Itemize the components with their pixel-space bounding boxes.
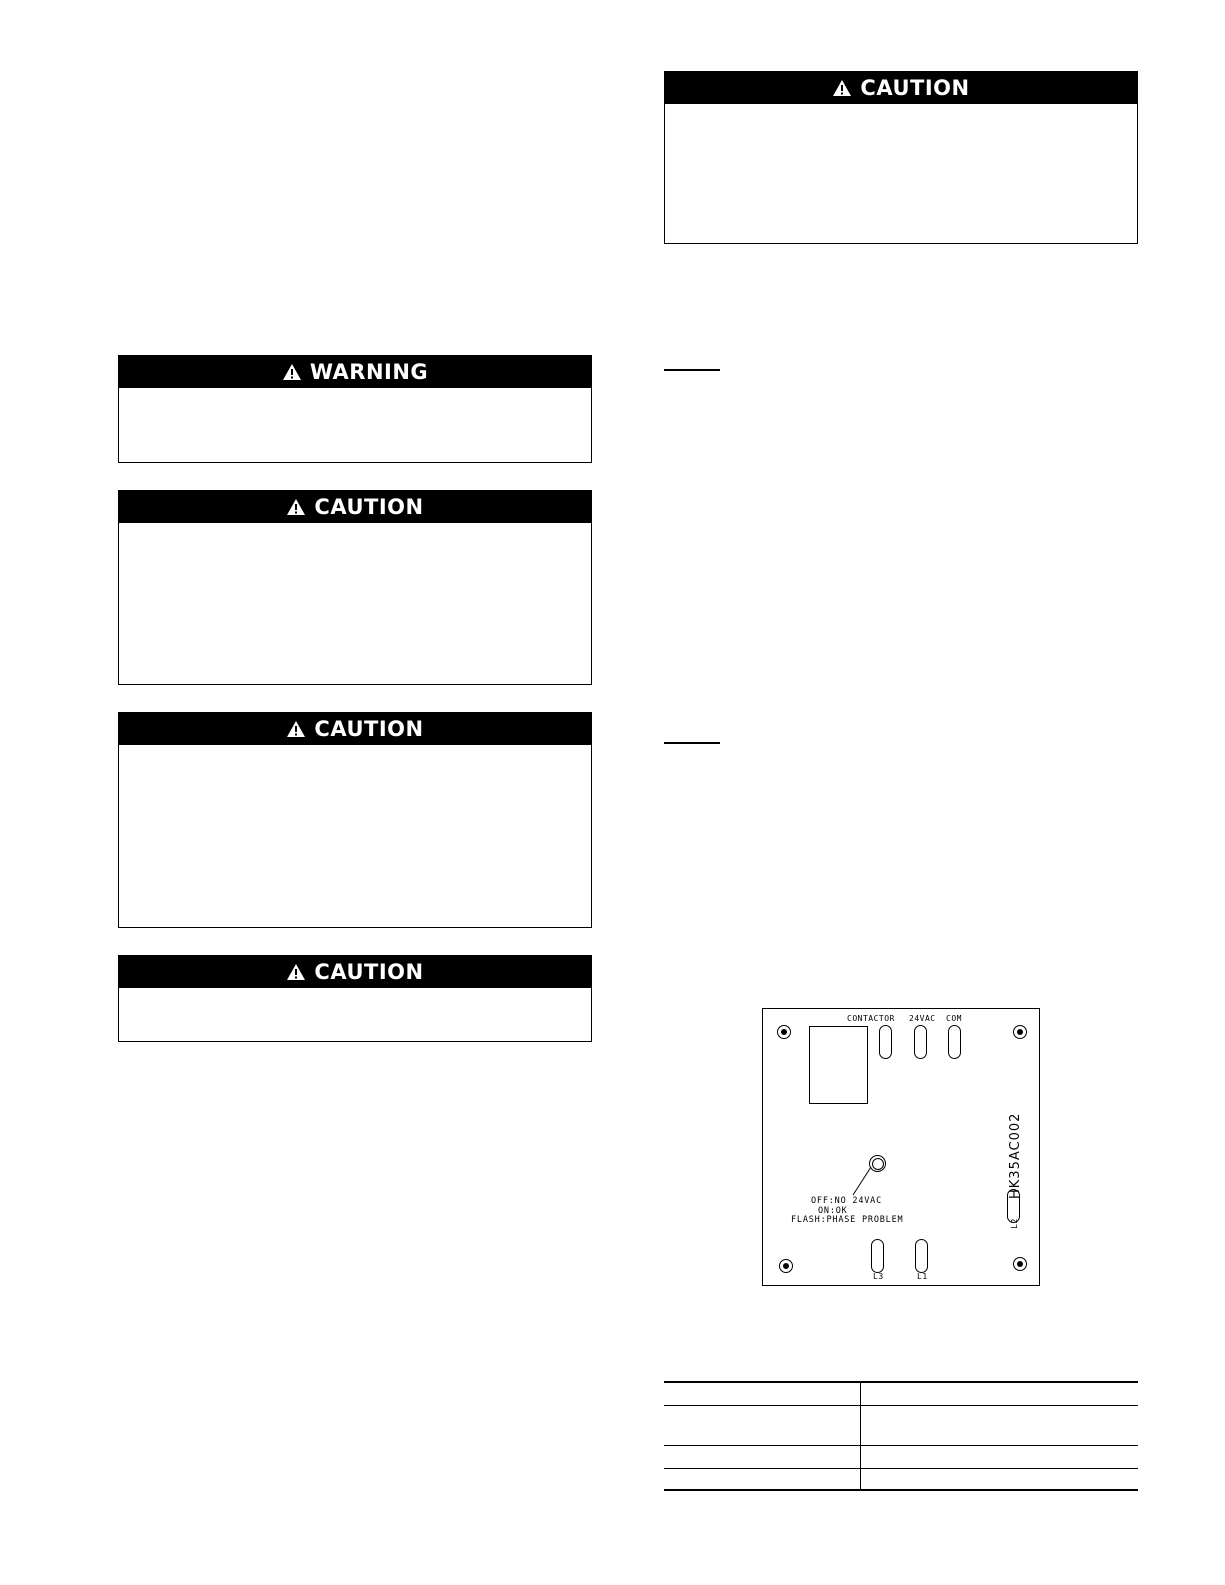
legend-line: OFF:NO 24VAC [811, 1196, 883, 1206]
terminal-label-l1: L1 [917, 1272, 928, 1281]
warning-triangle-icon [286, 720, 306, 738]
caution-label: CAUTION [314, 495, 424, 519]
terminal-contactor [879, 1025, 892, 1059]
led-legend [791, 1197, 903, 1226]
terminal-label-com: COM [946, 1014, 962, 1023]
table-row [664, 1468, 1138, 1491]
caution-box-1 [118, 490, 592, 685]
mounting-hole [777, 1025, 791, 1039]
table-cell [861, 1406, 1138, 1445]
table-header-cell [664, 1383, 861, 1405]
caution-box-3 [118, 955, 592, 1042]
caution-header [119, 491, 591, 523]
legend-line: FLASH:PHASE PROBLEM [791, 1215, 904, 1225]
terminal-l3 [871, 1239, 884, 1273]
terminal-24vac [914, 1025, 927, 1059]
caution-header [119, 956, 591, 988]
terminal-l1 [915, 1239, 928, 1273]
warning-triangle-icon [832, 79, 852, 97]
table-cell [861, 1469, 1138, 1489]
table-cell [664, 1446, 861, 1468]
table-header-cell [861, 1383, 1138, 1405]
terminal-com [948, 1025, 961, 1059]
table-cell [664, 1469, 861, 1489]
caution-box-2 [118, 712, 592, 928]
caution-label: CAUTION [314, 717, 424, 741]
terminal-label-l3: L3 [873, 1272, 884, 1281]
data-table [664, 1381, 1138, 1491]
warning-triangle-icon [286, 498, 306, 516]
warning-box [118, 355, 592, 463]
caution-header [665, 72, 1137, 104]
terminal-label-24vac: 24VAC [909, 1014, 936, 1023]
table-cell [861, 1446, 1138, 1468]
led-leader-line [851, 1165, 875, 1197]
mounting-hole [779, 1259, 793, 1273]
caution-box-top-right [664, 71, 1138, 244]
part-number: HK35AC002 [1008, 1112, 1023, 1199]
section-rule [664, 742, 720, 744]
table-header-row [664, 1381, 1138, 1405]
mounting-hole [1013, 1025, 1027, 1039]
phase-monitor-board-figure [762, 1008, 1040, 1286]
relay-component [809, 1026, 868, 1104]
mounting-hole [1013, 1257, 1027, 1271]
terminal-label-l2: L2 [1009, 1218, 1019, 1229]
caution-label: CAUTION [314, 960, 424, 984]
table-row [664, 1405, 1138, 1445]
warning-triangle-icon [286, 963, 306, 981]
caution-header [119, 713, 591, 745]
caution-label: CAUTION [860, 76, 970, 100]
warning-triangle-icon [282, 363, 302, 381]
warning-label: WARNING [309, 360, 429, 384]
table-cell [664, 1406, 861, 1445]
warning-header [119, 356, 591, 388]
table-row [664, 1445, 1138, 1468]
section-rule [664, 369, 720, 371]
legend-line: ON:OK [818, 1205, 848, 1216]
terminal-label-contactor: CONTACTOR [847, 1014, 895, 1023]
